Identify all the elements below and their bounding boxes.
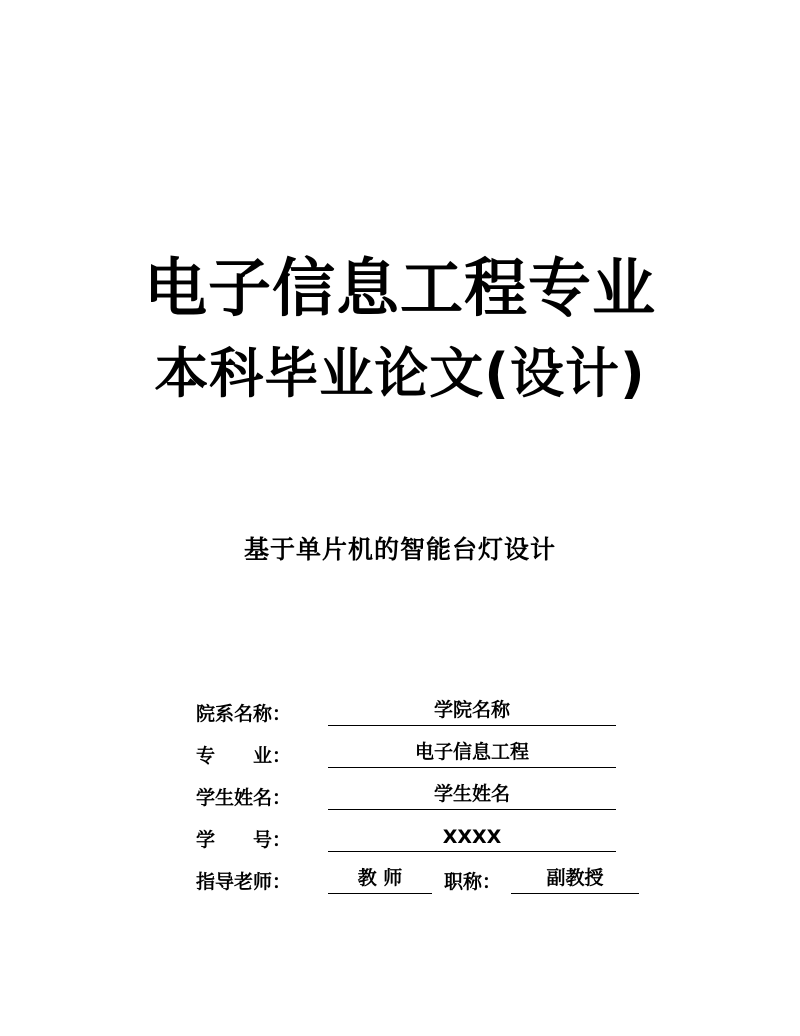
field-value-student-name: 学生姓名 (328, 779, 616, 810)
field-value-department: 学院名称 (328, 695, 616, 726)
field-row-student-id (196, 814, 616, 852)
field-value-advisor: 教 师 (328, 863, 432, 894)
title-line-major: 电子信息工程专业 (144, 252, 656, 325)
field-label-student-name: 学生姓名： (196, 787, 292, 809)
field-label-advisor: 指导老师： (196, 871, 292, 893)
field-label-major: 专 业： (196, 745, 292, 767)
field-value-rank: 副教授 (511, 863, 639, 894)
field-value-major: 电子信息工程 (328, 737, 616, 768)
field-label-department: 院系名称： (196, 703, 292, 725)
field-row-major (196, 730, 616, 768)
field-row-student-name (196, 772, 616, 810)
field-label-student-id: 学 号： (196, 829, 292, 851)
field-row-advisor (196, 856, 616, 894)
title-line-type: 本科毕业论文(设计) (154, 342, 646, 405)
field-row-department (196, 688, 616, 726)
field-label-rank: 职称： (444, 871, 502, 893)
document-title (0, 248, 800, 412)
thesis-subtitle: 基于单片机的智能台灯设计 (243, 535, 556, 564)
info-fields (196, 688, 616, 898)
field-value-student-id: XXXX (328, 826, 616, 852)
